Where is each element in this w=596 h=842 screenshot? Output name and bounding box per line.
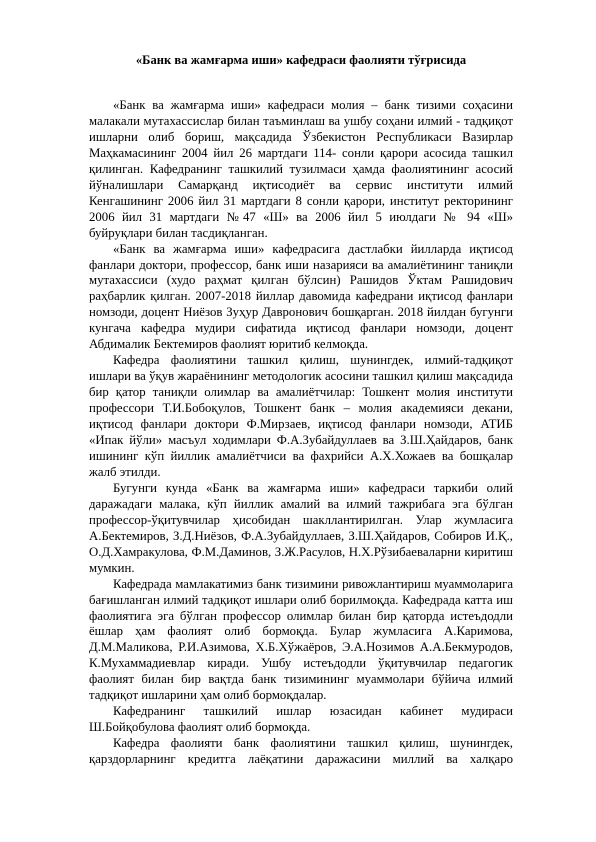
paragraph: Кафедра фаолиятини ташкил қилиш, шунингдек, илмий-тадқиқот ишлари ва ўқув жараёнининг методологик асосини ташкил қилиш мақсадида бир қатор таниқли олимлар ва амалиётчилар: Тошкент молия институти профессори Т.И.Бобоқулов, Тошкент банк – молия академияси декани, иқтисод фанлари доктори Ф.Мирзаев, иқтисод фанлари номзоди, АТИБ «Ипак йўли» масъул ходимлари Ф.А.Зубайдуллаев ва З.Ш.Ҳайдаров, банк ишининг кўп йиллик амалиётчиси ва фахрийси А.Х.Хожаев ва бошқалар жалб этилди. xyxy=(89,353,513,479)
paragraph: Кафедра фаолияти банк фаолиятини ташкил қилиш, шунингдек, қарздорларнинг кредитга лаёқатини даражасини миллий ва халқаро xyxy=(89,736,513,767)
paragraph: «Банк ва жамғарма иши» кафедраси молия – банк тизими соҳасини малакали мутахассислар билан таъминлаш ва ушбу соҳани илмий - тадқиқот ишларни олиб бориш, мақсадида Ўзбекистон Республикаси Вазирлар Маҳкамасининг 2004 йил 26 мартдаги 114- сонли қарори асосида ташкил қилинган. Кафедранинг ташкилий тузилмаси ҳамда фаолиятининг асосий йўналишлари Самарқанд иқтисодиёт ва сервис институти илмий Кенгашининг 2006 йил 31 мартдаги 8 сонли қарори, институт ректорининг 2006 йил 31 мартдаги №47 «Ш» ва 2006 йил 5 июлдаги № 94 «Ш» буйруқлари билан тасдиқланган. xyxy=(89,98,513,240)
document-body xyxy=(89,98,513,768)
paragraph: «Банк ва жамғарма иши» кафедрасига дастлабки йилларда иқтисод фанлари доктори, профессор, банк иши назарияси ва амалиётининг таниқли мутахассиси (худо раҳмат қилган бўлсин) Рашидов Ўктам Рашидович раҳбарлик қилган. 2007-2018 йиллар давомида кафедрани иқтисод фанлари номзоди, доцент Ниёзов Зуҳур Давронович бошқарган. 2018 йилдан бугунги кунгача кафедра мудири сифатида иқтисод фанлари номзоди, доцент Абдималик Бектемиров фаолият юритиб келмоқда. xyxy=(89,241,513,352)
document-title: «Банк ва жамғарма иши» кафедраси фаолияти тўғрисида xyxy=(135,53,467,67)
paragraph: Бугунги кунда «Банк ва жамғарма иши» кафедраси таркиби олий даражадаги малака, кўп йиллик амалий ва илмий тажрибага эга бўлган профессор-ўқитувчилар ҳисобидан шакллантирилган. Улар жумласига А.Бектемиров, З.Д.Ниёзов, Ф.А.Зубайдуллаев, З.Ш.Ҳайдаров, Собиров И.Қ., О.Д.Хамракулова, Ф.М.Даминов, З.Ж.Расулов, Н.Х.Рўзибаеваларни киритиш мумкин. xyxy=(89,480,513,575)
paragraph: Кафедрада мамлакатимиз банк тизимини ривожлантириш муаммоларига бағишланган илмий тадқиқот ишлари олиб борилмоқда. Кафедрада катта иш фаолиятига эга бўлган профессор олимлар билан бир қаторда истеъдодли ёшлар ҳам фаолият олиб бормоқда. Булар жумласига А.Каримова, Д.М.Маликова, Р.И.Азимова, Х.Б.Хўжаёров, Э.А.Нозимов А.А.Бекмуродов, К.Мухаммадиевлар киради. Ушбу истеъдодли ўқитувчилар педагогик фаолият билан бир вақтда банк тизимининг муаммолари бўйича илмий тадқиқот ишларини ҳам олиб бормоқдалар. xyxy=(89,576,513,703)
paragraph: Кафедранинг ташкилий ишлар юзасидан кабинет мудираси Ш.Бойқобулова фаолият олиб бормоқда. xyxy=(89,704,513,735)
